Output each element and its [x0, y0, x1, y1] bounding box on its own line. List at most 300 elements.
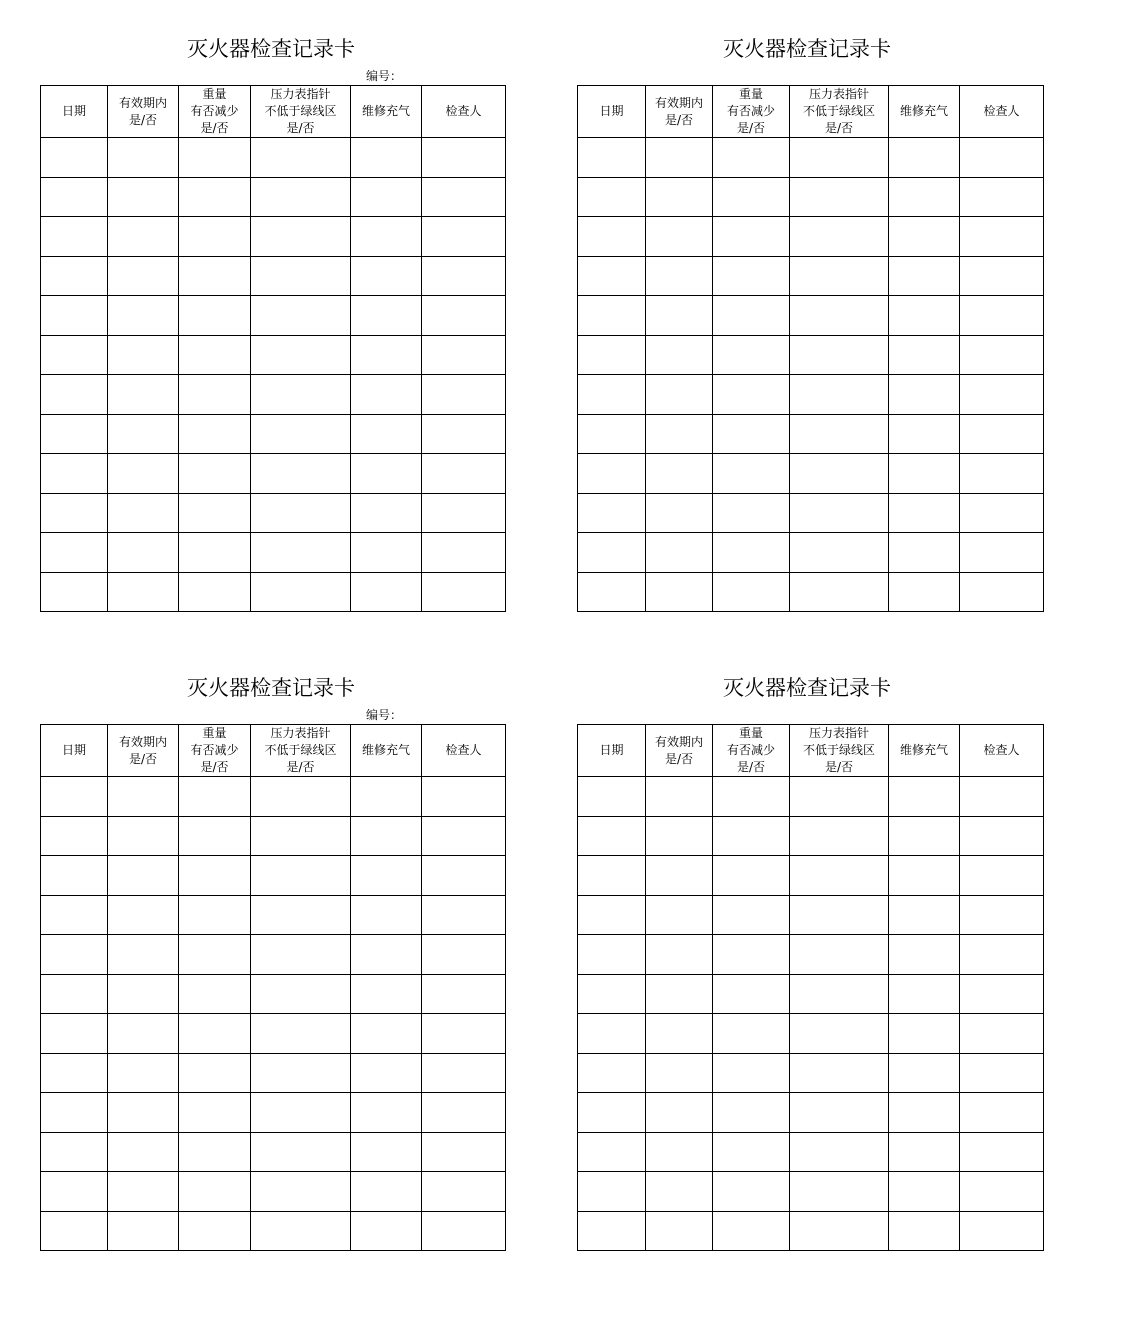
record-cell[interactable]: [41, 296, 108, 336]
record-cell[interactable]: [646, 1093, 713, 1133]
inspection-log-table: [577, 85, 1044, 612]
record-cell[interactable]: [422, 335, 506, 375]
record-cell[interactable]: [960, 856, 1044, 896]
record-cell[interactable]: [790, 217, 889, 257]
record-cell[interactable]: [251, 533, 351, 573]
record-cell[interactable]: [889, 1093, 960, 1133]
record-cell[interactable]: [578, 935, 646, 975]
record-cell[interactable]: [889, 1211, 960, 1251]
record-cell[interactable]: [960, 1132, 1044, 1172]
record-cell[interactable]: [179, 1211, 251, 1251]
record-cell[interactable]: [108, 533, 179, 573]
record-cell[interactable]: [351, 1211, 422, 1251]
record-cell[interactable]: [578, 256, 646, 296]
record-cell[interactable]: [713, 1053, 790, 1093]
table-row: [578, 493, 1044, 533]
record-cell[interactable]: [713, 493, 790, 533]
record-cell[interactable]: [960, 138, 1044, 178]
record-cell[interactable]: [179, 1172, 251, 1212]
record-cell[interactable]: [578, 414, 646, 454]
record-cell[interactable]: [790, 1211, 889, 1251]
record-cell[interactable]: [351, 256, 422, 296]
record-cell[interactable]: [578, 572, 646, 612]
record-cell[interactable]: [351, 1053, 422, 1093]
record-cell[interactable]: [578, 493, 646, 533]
record-cell[interactable]: [960, 256, 1044, 296]
record-cell[interactable]: [713, 335, 790, 375]
record-cell[interactable]: [251, 138, 351, 178]
record-cell[interactable]: [351, 1132, 422, 1172]
record-cell[interactable]: [960, 375, 1044, 415]
record-cell[interactable]: [713, 217, 790, 257]
record-cell[interactable]: [41, 414, 108, 454]
record-cell[interactable]: [713, 816, 790, 856]
record-cell[interactable]: [108, 935, 179, 975]
record-cell[interactable]: [351, 138, 422, 178]
record-cell[interactable]: [646, 533, 713, 573]
record-cell[interactable]: [889, 895, 960, 935]
record-cell[interactable]: [713, 1132, 790, 1172]
record-cell[interactable]: [713, 414, 790, 454]
record-cell[interactable]: [422, 296, 506, 336]
record-cell[interactable]: [108, 138, 179, 178]
record-cell[interactable]: [790, 414, 889, 454]
table-row: [578, 177, 1044, 217]
record-cell[interactable]: [179, 1093, 251, 1133]
record-cell[interactable]: [960, 454, 1044, 494]
record-cell[interactable]: [351, 335, 422, 375]
record-cell[interactable]: [790, 375, 889, 415]
record-cell[interactable]: [646, 296, 713, 336]
record-cell[interactable]: [108, 217, 179, 257]
record-cell[interactable]: [889, 777, 960, 817]
record-cell[interactable]: [960, 777, 1044, 817]
record-cell[interactable]: [960, 1053, 1044, 1093]
record-cell[interactable]: [179, 217, 251, 257]
record-cell[interactable]: [578, 296, 646, 336]
record-cell[interactable]: [713, 1014, 790, 1054]
record-cell[interactable]: [713, 533, 790, 573]
record-cell[interactable]: [578, 1014, 646, 1054]
record-cell[interactable]: [179, 454, 251, 494]
record-cell[interactable]: [790, 572, 889, 612]
record-cell[interactable]: [889, 1132, 960, 1172]
record-cell[interactable]: [251, 1211, 351, 1251]
record-cell[interactable]: [41, 895, 108, 935]
record-cell[interactable]: [960, 572, 1044, 612]
record-cell[interactable]: [251, 493, 351, 533]
record-cell[interactable]: [422, 895, 506, 935]
record-cell[interactable]: [713, 375, 790, 415]
record-cell[interactable]: [251, 1053, 351, 1093]
record-cell[interactable]: [889, 856, 960, 896]
record-cell[interactable]: [251, 296, 351, 336]
record-cell[interactable]: [251, 572, 351, 612]
record-cell[interactable]: [790, 296, 889, 336]
record-cell[interactable]: [960, 296, 1044, 336]
record-cell[interactable]: [889, 974, 960, 1014]
record-cell[interactable]: [351, 935, 422, 975]
record-cell[interactable]: [713, 1093, 790, 1133]
record-cell[interactable]: [646, 375, 713, 415]
record-cell[interactable]: [108, 856, 179, 896]
record-cell[interactable]: [960, 895, 1044, 935]
record-cell[interactable]: [108, 375, 179, 415]
record-cell[interactable]: [108, 414, 179, 454]
record-cell[interactable]: [578, 895, 646, 935]
record-cell[interactable]: [960, 1014, 1044, 1054]
record-cell[interactable]: [351, 414, 422, 454]
record-cell[interactable]: [790, 856, 889, 896]
record-cell[interactable]: [351, 856, 422, 896]
record-cell[interactable]: [422, 572, 506, 612]
record-cell[interactable]: [960, 414, 1044, 454]
record-cell[interactable]: [351, 1014, 422, 1054]
record-cell[interactable]: [108, 895, 179, 935]
record-cell[interactable]: [251, 256, 351, 296]
record-cell[interactable]: [422, 533, 506, 573]
record-cell[interactable]: [41, 335, 108, 375]
record-cell[interactable]: [108, 777, 179, 817]
record-cell[interactable]: [713, 974, 790, 1014]
record-cell[interactable]: [41, 816, 108, 856]
record-cell[interactable]: [889, 177, 960, 217]
record-cell[interactable]: [646, 1014, 713, 1054]
record-cell[interactable]: [578, 777, 646, 817]
record-cell[interactable]: [713, 895, 790, 935]
record-cell[interactable]: [713, 256, 790, 296]
record-cell[interactable]: [960, 1093, 1044, 1133]
record-cell[interactable]: [578, 533, 646, 573]
record-cell[interactable]: [790, 1053, 889, 1093]
record-cell[interactable]: [713, 296, 790, 336]
table-row: [578, 1172, 1044, 1212]
record-cell[interactable]: [179, 335, 251, 375]
card-number-label: 编号：: [366, 69, 403, 83]
record-cell[interactable]: [960, 1172, 1044, 1212]
record-cell[interactable]: [889, 217, 960, 257]
record-cell[interactable]: [960, 935, 1044, 975]
record-cell[interactable]: [351, 1093, 422, 1133]
inspection-log-table: [577, 724, 1044, 1251]
record-cell[interactable]: [41, 1172, 108, 1212]
record-cell[interactable]: [41, 375, 108, 415]
record-cell[interactable]: [351, 217, 422, 257]
record-cell[interactable]: [646, 335, 713, 375]
record-cell[interactable]: [889, 816, 960, 856]
record-cell[interactable]: [179, 177, 251, 217]
record-cell[interactable]: [578, 1132, 646, 1172]
record-cell[interactable]: [790, 974, 889, 1014]
record-cell[interactable]: [646, 177, 713, 217]
record-cell[interactable]: [108, 493, 179, 533]
record-cell[interactable]: [351, 572, 422, 612]
record-cell[interactable]: [713, 572, 790, 612]
record-cell[interactable]: [41, 493, 108, 533]
column-header-pressure: 压力表指针 不低于绿线区 是/否: [790, 725, 889, 777]
record-cell[interactable]: [108, 177, 179, 217]
table-row: [41, 1053, 506, 1093]
record-cell[interactable]: [578, 856, 646, 896]
record-cell[interactable]: [646, 895, 713, 935]
record-cell[interactable]: [351, 375, 422, 415]
record-cell[interactable]: [790, 256, 889, 296]
record-cell[interactable]: [790, 493, 889, 533]
record-cell[interactable]: [251, 935, 351, 975]
record-cell[interactable]: [251, 1172, 351, 1212]
record-cell[interactable]: [108, 974, 179, 1014]
record-cell[interactable]: [108, 1172, 179, 1212]
record-cell[interactable]: [646, 454, 713, 494]
record-cell[interactable]: [713, 1211, 790, 1251]
record-cell[interactable]: [422, 414, 506, 454]
record-cell[interactable]: [790, 895, 889, 935]
record-cell[interactable]: [422, 493, 506, 533]
record-cell[interactable]: [108, 1093, 179, 1133]
record-cell[interactable]: [179, 816, 251, 856]
record-cell[interactable]: [889, 414, 960, 454]
record-cell[interactable]: [646, 217, 713, 257]
record-cell[interactable]: [646, 1053, 713, 1093]
record-cell[interactable]: [179, 1014, 251, 1054]
record-cell[interactable]: [889, 572, 960, 612]
table-row: [578, 1093, 1044, 1133]
record-cell[interactable]: [790, 138, 889, 178]
record-cell[interactable]: [578, 1053, 646, 1093]
record-cell[interactable]: [790, 533, 889, 573]
record-cell[interactable]: [351, 454, 422, 494]
column-header-date: 日期: [578, 86, 646, 138]
record-cell[interactable]: [422, 1093, 506, 1133]
record-cell[interactable]: [889, 1172, 960, 1212]
record-cell[interactable]: [251, 1093, 351, 1133]
record-cell[interactable]: [251, 177, 351, 217]
record-cell[interactable]: [790, 1132, 889, 1172]
record-cell[interactable]: [646, 777, 713, 817]
record-cell[interactable]: [179, 414, 251, 454]
record-cell[interactable]: [713, 138, 790, 178]
record-cell[interactable]: [351, 895, 422, 935]
record-cell[interactable]: [41, 256, 108, 296]
record-cell[interactable]: [351, 177, 422, 217]
record-cell[interactable]: [41, 856, 108, 896]
record-cell[interactable]: [646, 138, 713, 178]
record-cell[interactable]: [41, 138, 108, 178]
record-cell[interactable]: [790, 177, 889, 217]
record-cell[interactable]: [179, 777, 251, 817]
record-cell[interactable]: [108, 296, 179, 336]
record-cell[interactable]: [108, 1053, 179, 1093]
record-cell[interactable]: [179, 1053, 251, 1093]
record-cell[interactable]: [578, 1211, 646, 1251]
record-cell[interactable]: [108, 1211, 179, 1251]
record-cell[interactable]: [578, 454, 646, 494]
record-cell[interactable]: [646, 493, 713, 533]
record-cell[interactable]: [960, 1211, 1044, 1251]
table-row: [578, 533, 1044, 573]
record-cell[interactable]: [790, 816, 889, 856]
record-cell[interactable]: [179, 493, 251, 533]
record-cell[interactable]: [422, 935, 506, 975]
record-cell[interactable]: [646, 256, 713, 296]
record-cell[interactable]: [41, 1093, 108, 1133]
record-cell[interactable]: [790, 454, 889, 494]
record-cell[interactable]: [422, 256, 506, 296]
record-cell[interactable]: [41, 533, 108, 573]
record-cell[interactable]: [422, 856, 506, 896]
record-cell[interactable]: [179, 1132, 251, 1172]
record-cell[interactable]: [251, 1014, 351, 1054]
record-cell[interactable]: [713, 454, 790, 494]
record-cell[interactable]: [646, 816, 713, 856]
record-cell[interactable]: [251, 856, 351, 896]
record-cell[interactable]: [41, 217, 108, 257]
record-cell[interactable]: [578, 1172, 646, 1212]
record-cell[interactable]: [578, 375, 646, 415]
record-cell[interactable]: [422, 1172, 506, 1212]
record-cell[interactable]: [351, 777, 422, 817]
record-cell[interactable]: [646, 572, 713, 612]
record-cell[interactable]: [889, 256, 960, 296]
inspection-card-bottom-left: [40, 670, 506, 1250]
record-cell[interactable]: [790, 1014, 889, 1054]
record-cell[interactable]: [179, 256, 251, 296]
record-cell[interactable]: [351, 816, 422, 856]
record-cell[interactable]: [351, 1172, 422, 1212]
record-cell[interactable]: [422, 1211, 506, 1251]
record-cell[interactable]: [179, 296, 251, 336]
record-cell[interactable]: [179, 138, 251, 178]
record-cell[interactable]: [41, 572, 108, 612]
record-cell[interactable]: [108, 1132, 179, 1172]
record-cell[interactable]: [646, 856, 713, 896]
record-cell[interactable]: [179, 974, 251, 1014]
record-cell[interactable]: [251, 895, 351, 935]
record-cell[interactable]: [422, 138, 506, 178]
record-cell[interactable]: [108, 1014, 179, 1054]
record-cell[interactable]: [578, 335, 646, 375]
record-cell[interactable]: [790, 1172, 889, 1212]
record-cell[interactable]: [960, 533, 1044, 573]
record-cell[interactable]: [41, 777, 108, 817]
record-cell[interactable]: [646, 935, 713, 975]
record-cell[interactable]: [422, 816, 506, 856]
record-cell[interactable]: [646, 414, 713, 454]
record-cell[interactable]: [578, 138, 646, 178]
record-cell[interactable]: [41, 454, 108, 494]
record-cell[interactable]: [422, 375, 506, 415]
record-cell[interactable]: [251, 816, 351, 856]
record-cell[interactable]: [790, 777, 889, 817]
record-cell[interactable]: [646, 974, 713, 1014]
record-cell[interactable]: [960, 974, 1044, 1014]
record-cell[interactable]: [41, 1014, 108, 1054]
record-cell[interactable]: [41, 1211, 108, 1251]
record-cell[interactable]: [713, 935, 790, 975]
record-cell[interactable]: [889, 1014, 960, 1054]
record-cell[interactable]: [790, 935, 889, 975]
record-cell[interactable]: [351, 974, 422, 1014]
record-cell[interactable]: [251, 414, 351, 454]
record-cell[interactable]: [889, 1053, 960, 1093]
record-cell[interactable]: [646, 1132, 713, 1172]
record-cell[interactable]: [790, 1093, 889, 1133]
record-cell[interactable]: [960, 335, 1044, 375]
record-cell[interactable]: [108, 256, 179, 296]
record-cell[interactable]: [422, 217, 506, 257]
record-cell[interactable]: [960, 217, 1044, 257]
record-cell[interactable]: [422, 1014, 506, 1054]
record-cell[interactable]: [251, 1132, 351, 1172]
record-cell[interactable]: [889, 138, 960, 178]
record-cell[interactable]: [889, 335, 960, 375]
record-cell[interactable]: [889, 454, 960, 494]
record-cell[interactable]: [351, 296, 422, 336]
record-cell[interactable]: [578, 816, 646, 856]
record-cell[interactable]: [251, 335, 351, 375]
record-cell[interactable]: [251, 974, 351, 1014]
record-cell[interactable]: [251, 375, 351, 415]
record-cell[interactable]: [790, 335, 889, 375]
record-cell[interactable]: [960, 177, 1044, 217]
record-cell[interactable]: [422, 1132, 506, 1172]
record-cell[interactable]: [179, 895, 251, 935]
record-cell[interactable]: [108, 572, 179, 612]
record-cell[interactable]: [713, 1172, 790, 1212]
record-cell[interactable]: [108, 335, 179, 375]
record-cell[interactable]: [351, 533, 422, 573]
record-cell[interactable]: [422, 177, 506, 217]
record-cell[interactable]: [41, 1053, 108, 1093]
record-cell[interactable]: [646, 1172, 713, 1212]
record-cell[interactable]: [351, 493, 422, 533]
record-cell[interactable]: [713, 777, 790, 817]
record-cell[interactable]: [251, 777, 351, 817]
record-cell[interactable]: [179, 935, 251, 975]
record-cell[interactable]: [889, 935, 960, 975]
record-cell[interactable]: [41, 177, 108, 217]
record-cell[interactable]: [179, 375, 251, 415]
record-cell[interactable]: [179, 533, 251, 573]
record-cell[interactable]: [578, 974, 646, 1014]
record-cell[interactable]: [889, 493, 960, 533]
record-cell[interactable]: [422, 974, 506, 1014]
record-cell[interactable]: [713, 856, 790, 896]
record-cell[interactable]: [422, 777, 506, 817]
record-cell[interactable]: [578, 177, 646, 217]
record-cell[interactable]: [422, 454, 506, 494]
record-cell[interactable]: [179, 856, 251, 896]
record-cell[interactable]: [108, 454, 179, 494]
record-cell[interactable]: [41, 974, 108, 1014]
record-cell[interactable]: [646, 1211, 713, 1251]
record-cell[interactable]: [41, 1132, 108, 1172]
record-cell[interactable]: [889, 296, 960, 336]
record-cell[interactable]: [889, 533, 960, 573]
record-cell[interactable]: [578, 217, 646, 257]
record-cell[interactable]: [251, 217, 351, 257]
record-cell[interactable]: [108, 816, 179, 856]
record-cell[interactable]: [251, 454, 351, 494]
record-cell[interactable]: [179, 572, 251, 612]
record-cell[interactable]: [713, 177, 790, 217]
record-cell[interactable]: [578, 1093, 646, 1133]
record-cell[interactable]: [41, 935, 108, 975]
record-cell[interactable]: [422, 1053, 506, 1093]
record-cell[interactable]: [960, 816, 1044, 856]
record-cell[interactable]: [889, 375, 960, 415]
record-cell[interactable]: [960, 493, 1044, 533]
